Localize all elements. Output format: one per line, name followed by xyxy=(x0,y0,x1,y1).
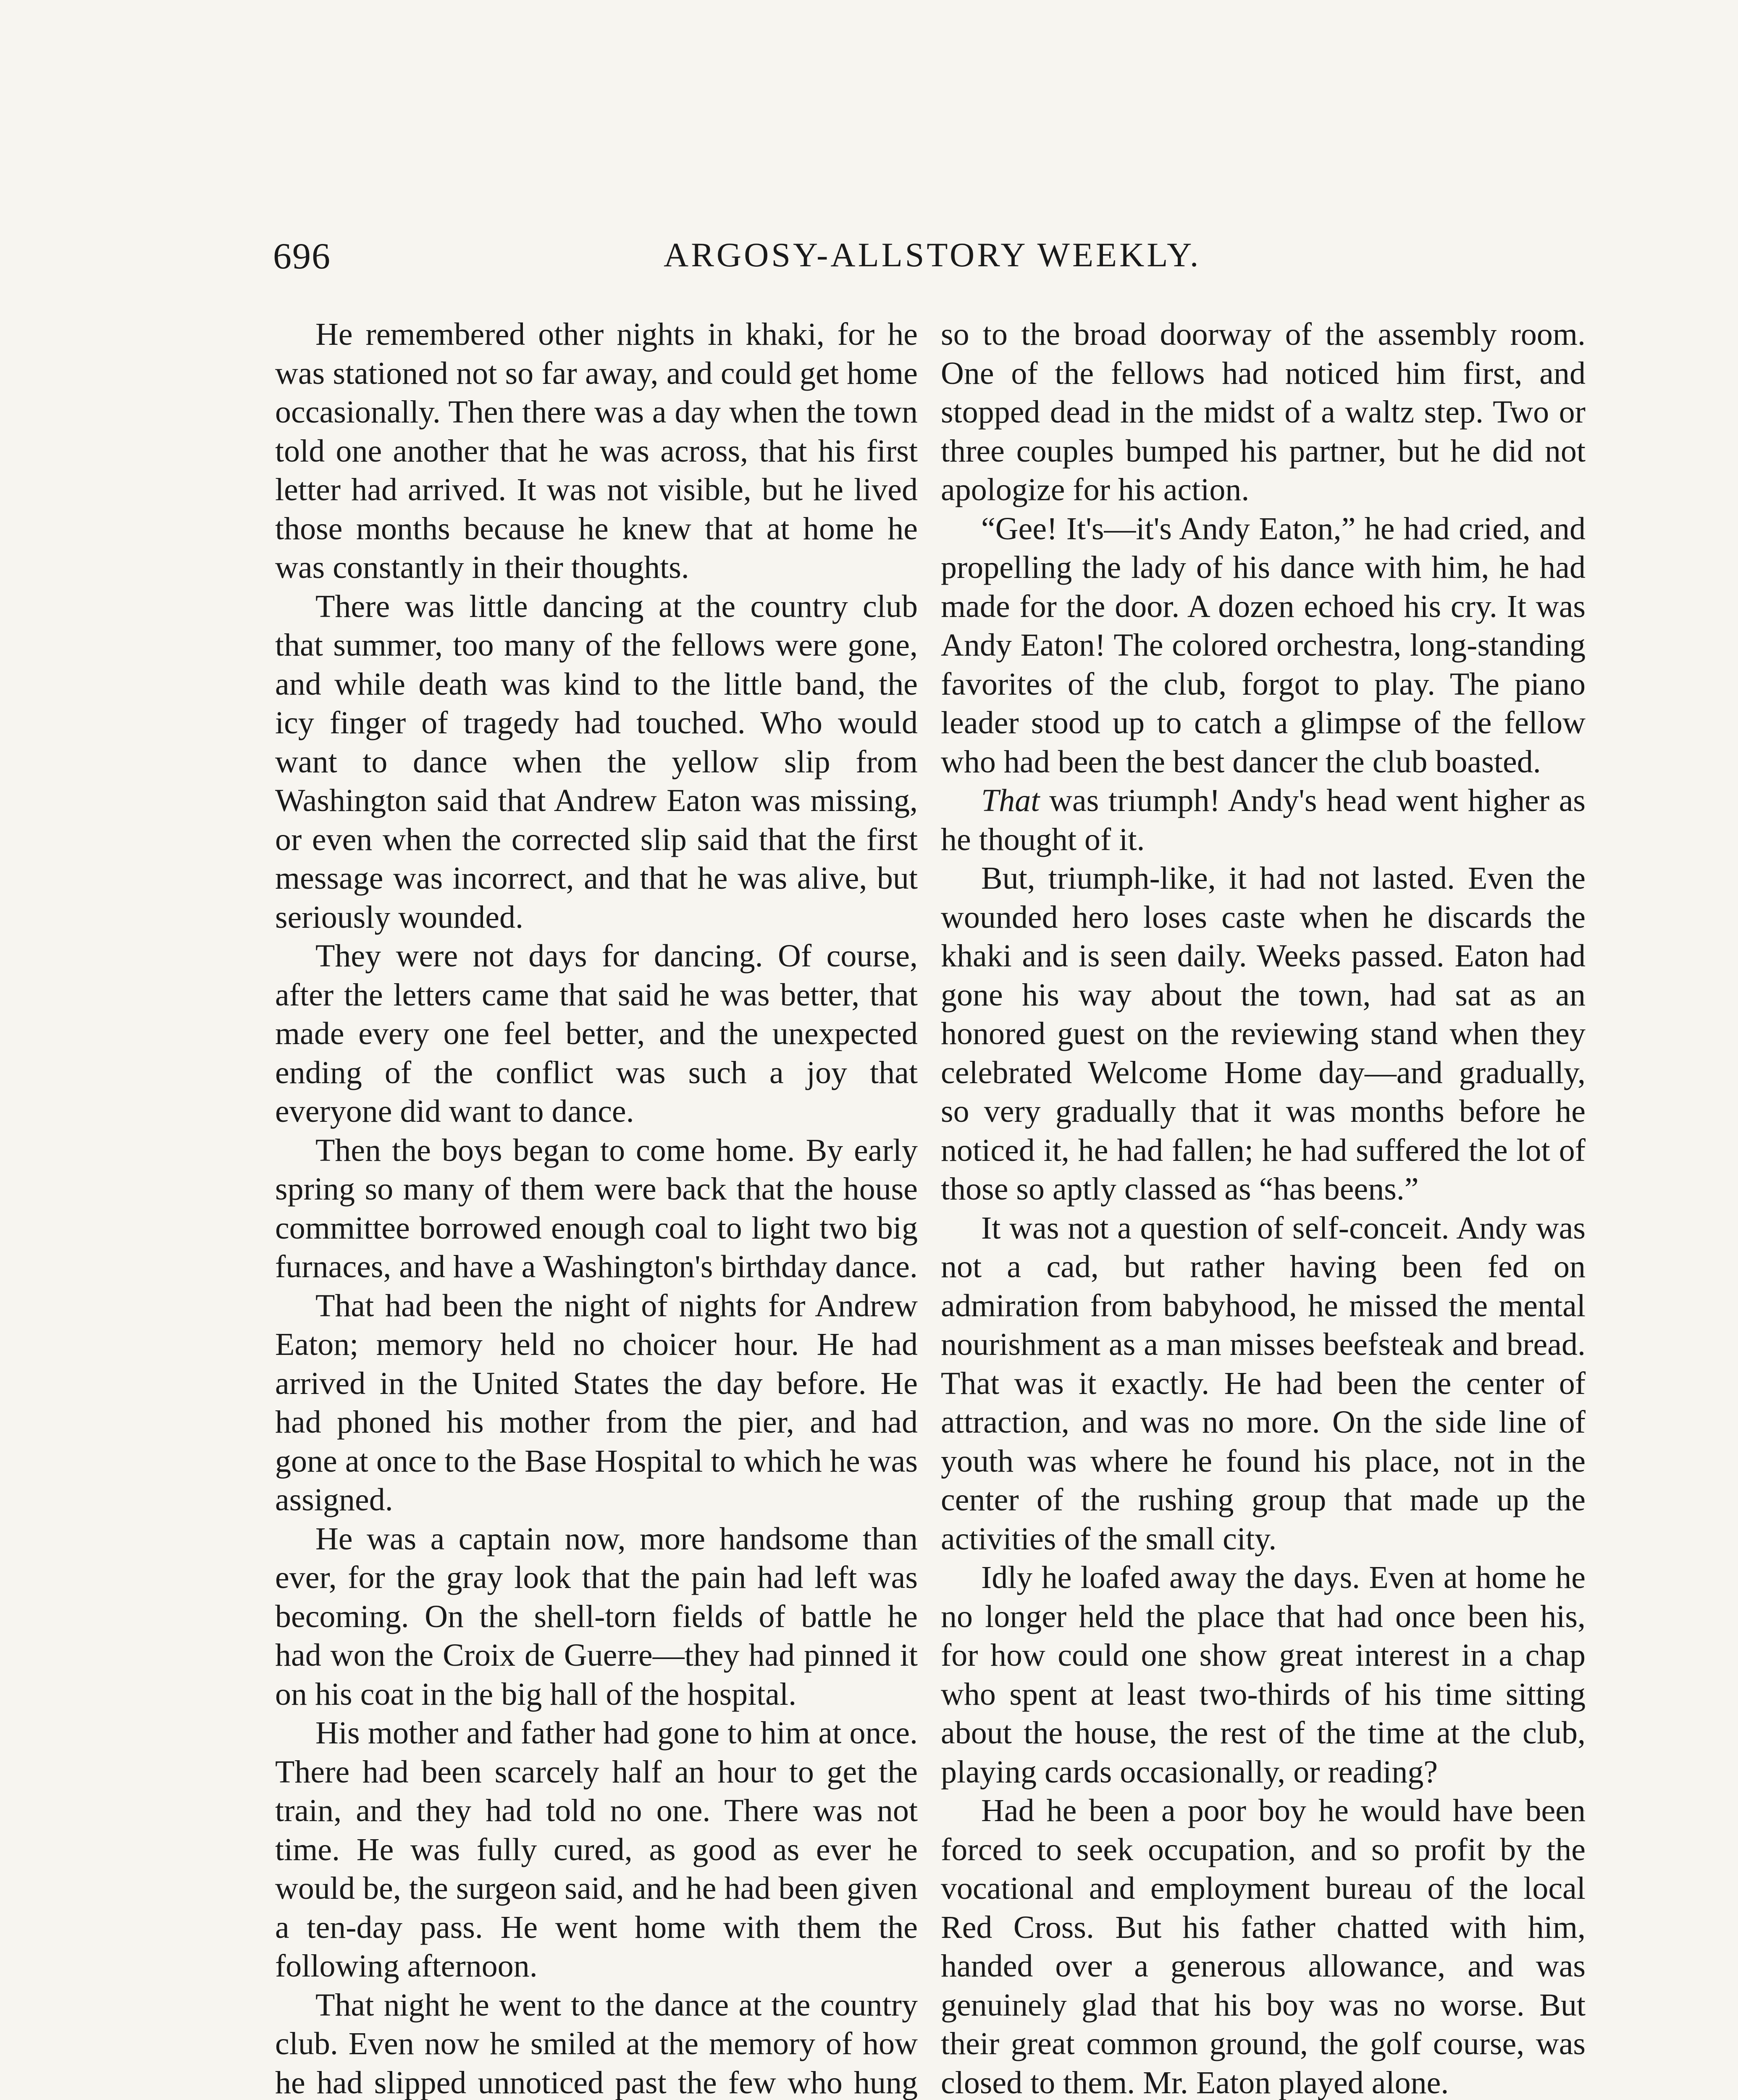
paragraph-text: was triumph! Andy's head went higher as he thought of it. xyxy=(941,783,1586,857)
paragraph: He remembered other nights in khaki, for he was stationed not so far away, and could get home occasionally. Then there was a day when the town told one another that he was across, that his first letter had arrived. It was not visible, but he lived those months because he knew that at home he was constantly in their thoughts. xyxy=(275,317,918,585)
paragraph: Then the boys began to come home. By early spring so many of them were back that the house committee borrowed enough coal to light two big furnaces, and have a Washington's birthday dance. xyxy=(275,1132,918,1284)
emphasis-word: That xyxy=(981,783,1040,818)
paragraph xyxy=(941,781,1586,859)
paragraph: so to the broad doorway of the assembly room. One of the fellows had noticed him first, and stopped dead in the midst of a waltz step. Two or three couples bumped his partner, but he did not apologize for his action. xyxy=(941,317,1586,507)
paragraph: He was a captain now, more handsome than ever, for the gray look that the pain had left was becoming. On the shell-torn fields of battle he had won the Croix de Guerre—they had pinned it on his coat in the big hall of the hospital. xyxy=(275,1521,918,1712)
right-column xyxy=(941,315,1586,2100)
paragraph: It was not a question of self-conceit. Andy was not a cad, but rather having been fed on admiration from babyhood, he missed the mental nourishment as a man misses beefsteak and bread. That was it exactly. He had been the center of attraction, and was no more. On the side line of youth was where he found his place, not in the center of the rushing group that made up the activities of the small city. xyxy=(941,1210,1586,1557)
paragraph: Had he been a poor boy he would have been forced to seek occupation, and so profit by the vocational and employment bureau of the local Red Cross. But his father chatted with him, handed over a generous allowance, and was genuinely glad that his boy was no worse. But their great common ground, the golf course, was closed to them. Mr. Eaton played alone. xyxy=(941,1793,1586,2100)
paragraph: That had been the night of nights for Andrew Eaton; memory held no choicer hour. He had arrived in the United States the day before. He had phoned his mother from the pier, and had gone at once to the Base Hospital to which he was assigned. xyxy=(275,1288,918,1517)
paragraph: That night he went to the dance at the country club. Even now he smiled at the memory of how he had slipped unnoticed past the few who hung xyxy=(275,1987,918,2100)
paragraph: His mother and father had gone to him at once. There had been scarcely half an hour to get the train, and they had told no one. There was not time. He was fully cured, as good as ever he would be, the surgeon said, and he had been given a ten-day pass. He went home with them the following afternoon. xyxy=(275,1715,918,1984)
page-number: 696 xyxy=(273,236,331,277)
paragraph: “Gee! It's—it's Andy Eaton,” he had cried, and propelling the lady of his dance with him, he had made for the door. A dozen echoed his cry. It was Andy Eaton! The colored orchestra, long-standing favorites of the club, forgot to play. The piano leader stood up to catch a glimpse of the fellow who had been the best dancer the club boasted. xyxy=(941,511,1586,780)
paragraph: But, triumph-like, it had not lasted. Even the wounded hero loses caste when he discards the khaki and is seen daily. Weeks passed. Eaton had gone his way about the town, had sat as an honored guest on the reviewing stand when they celebrated Welcome Home day—and gradually, so very gradually that it was months before he noticed it, he had fallen; he had suffered the lot of those so aptly classed as “has beens.” xyxy=(941,861,1586,1207)
page-header xyxy=(273,235,1583,286)
paragraph: There was little dancing at the country club that summer, too many of the fellows were gone, and while death was kind to the little band, the icy finger of tragedy had touched. Who would want to dance when the yellow slip from Washington said that Andrew Eaton was missing, or even when the corrected slip said that the first message was incorrect, and that he was alive, but seriously wounded. xyxy=(275,588,918,935)
running-head: ARGOSY-ALLSTORY WEEKLY. xyxy=(664,236,1201,274)
paragraph: They were not days for dancing. Of course, after the letters came that said he was better, that made every one feel better, and the unexpected ending of the conflict was such a joy that everyone did want to dance. xyxy=(275,938,918,1129)
paragraph: Idly he loafed away the days. Even at home he no longer held the place that had once been his, for how could one show great interest in a chap who spent at least two-thirds of his time sitting about the house, the rest of the time at the club, playing cards occasionally, or reading? xyxy=(941,1560,1586,1790)
left-column xyxy=(275,315,918,2100)
